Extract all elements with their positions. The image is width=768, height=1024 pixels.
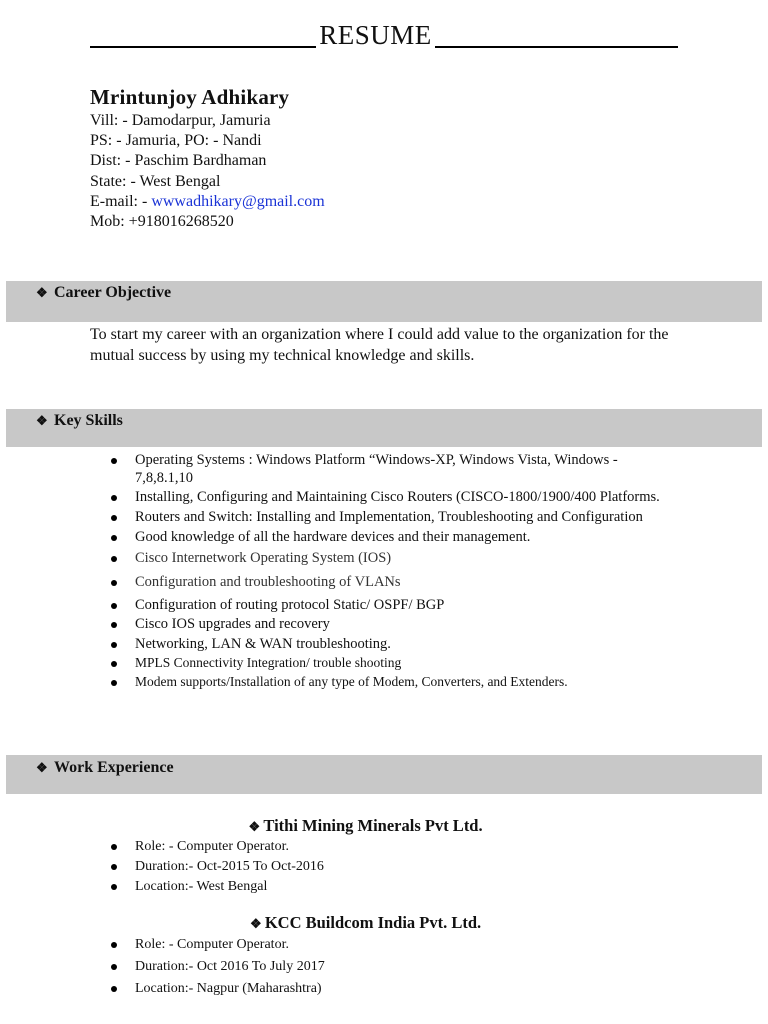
email-label: E-mail: - [90, 192, 152, 210]
list-item: Configuration of routing protocol Static/ OSPF/ BGP [90, 596, 670, 614]
contact-block [90, 83, 325, 232]
career-objective-text: To start my career with an organization where I could add value to the organization for the mutual success by using my technical knowledge and skills. [90, 326, 669, 364]
district-line: Dist: - Paschim Bardhaman [90, 152, 267, 170]
job-duration: Duration:- Oct-2015 To Oct-2016 [135, 859, 324, 874]
list-item [90, 877, 490, 897]
key-skills-heading [36, 411, 123, 431]
resume-title: RESUME [319, 20, 432, 50]
company-heading [0, 912, 728, 935]
diamond-bullet-icon: ❖ [248, 819, 261, 834]
list-item [90, 957, 490, 977]
bullet-dot-icon [111, 622, 117, 628]
list-item: Cisco IOS upgrades and recovery [90, 615, 670, 633]
list-item [90, 837, 490, 857]
job-location: Location:- West Bengal [135, 879, 268, 894]
mobile-line: Mob: +918016268520 [90, 213, 234, 231]
bullet-dot-icon [111, 495, 117, 501]
diamond-bullet-icon: ❖ [36, 760, 48, 775]
candidate-name: Mrintunjoy Adhikary [90, 85, 290, 109]
list-item [90, 857, 490, 877]
list-item [90, 935, 490, 955]
bullet-dot-icon [111, 603, 117, 609]
bullet-dot-icon [111, 864, 117, 870]
title-underline-right [435, 46, 678, 48]
company-name: Tithi Mining Minerals Pvt Ltd. [263, 816, 483, 835]
list-item: Cisco Internetwork Operating System (IOS) [90, 549, 670, 567]
bullet-dot-icon [111, 535, 117, 541]
key-skills-title: Key Skills [54, 412, 123, 429]
list-item: Configuration and troubleshooting of VLANs [90, 573, 670, 591]
job-details-list [90, 935, 490, 999]
bullet-dot-icon [111, 884, 117, 890]
list-item: Good knowledge of all the hardware devices and their management. [90, 528, 670, 546]
diamond-bullet-icon: ❖ [36, 413, 48, 428]
email-link[interactable]: wwwadhikary@gmail.com [151, 192, 325, 210]
job-details-list [90, 837, 490, 897]
work-experience-title: Work Experience [54, 759, 174, 776]
police-station-line: PS: - Jamuria, PO: - Nandi [90, 132, 262, 150]
bullet-dot-icon [111, 942, 117, 948]
career-objective-title: Career Objective [54, 284, 172, 301]
bullet-dot-icon [111, 580, 117, 586]
bullet-dot-icon [111, 642, 117, 648]
skills-list [90, 451, 670, 691]
list-item: Installing, Configuring and Maintaining Cisco Routers (CISCO-1800/1900/400 Platforms. [90, 488, 670, 506]
job-location: Location:- Nagpur (Maharashtra) [135, 981, 322, 996]
diamond-bullet-icon: ❖ [249, 916, 262, 931]
bullet-dot-icon [111, 844, 117, 850]
list-item: Operating Systems : Windows Platform “Windows-XP, Windows Vista, Windows - 7,8,8.1,10 [90, 451, 670, 487]
email-line [90, 192, 325, 212]
list-item: MPLS Connectivity Integration/ trouble shooting [90, 654, 670, 672]
list-item: Modem supports/Installation of any type of Modem, Converters, and Extenders. [90, 673, 670, 691]
resume-title-row [90, 18, 678, 52]
bullet-dot-icon [111, 515, 117, 521]
work-experience-heading [36, 758, 174, 778]
bullet-dot-icon [111, 458, 117, 464]
bullet-dot-icon [111, 556, 117, 562]
bullet-dot-icon [111, 661, 117, 667]
list-item [90, 979, 490, 999]
title-underline-left [90, 46, 316, 48]
bullet-dot-icon [111, 964, 117, 970]
diamond-bullet-icon: ❖ [36, 285, 48, 300]
list-item: Routers and Switch: Installing and Implementation, Troubleshooting and Configuration [90, 508, 670, 526]
job-role: Role: - Computer Operator. [135, 937, 289, 952]
job-role: Role: - Computer Operator. [135, 839, 289, 854]
job-duration: Duration:- Oct 2016 To July 2017 [135, 959, 325, 974]
bullet-dot-icon [111, 986, 117, 992]
career-objective-heading [36, 283, 171, 303]
village-line: Vill: - Damodarpur, Jamuria [90, 112, 271, 129]
company-name: KCC Buildcom India Pvt. Ltd. [264, 913, 482, 932]
bullet-dot-icon [111, 680, 117, 686]
list-item: Networking, LAN & WAN troubleshooting. [90, 635, 670, 653]
company-heading [0, 815, 728, 838]
state-line: State: - West Bengal [90, 172, 221, 190]
